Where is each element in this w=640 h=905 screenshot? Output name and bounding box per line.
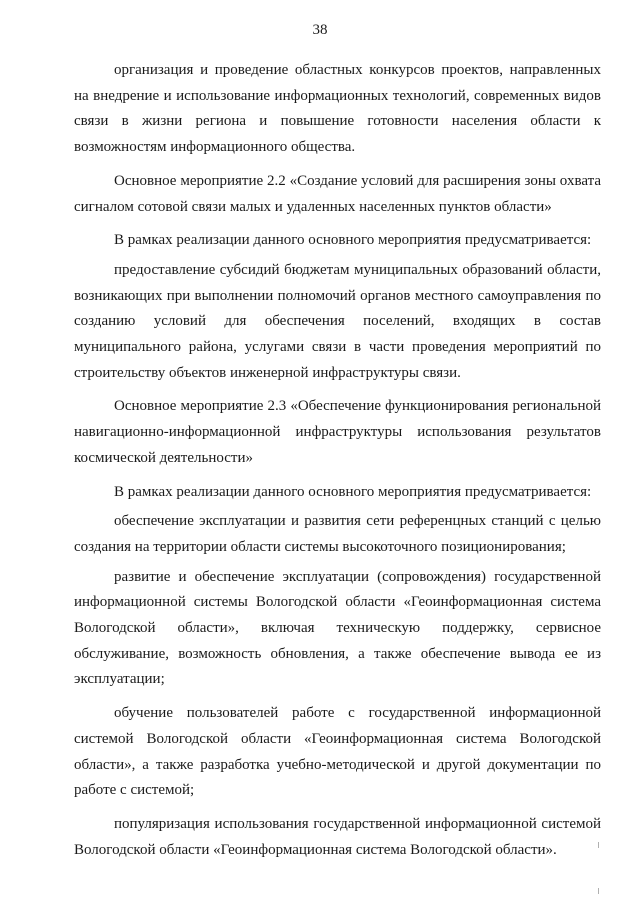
paragraph-activity-2-2-title: Основное мероприятие 2.2 «Создание условий для расширения зоны охвата сигналом сотовой связи малых и удаленных населенных пунктов области» xyxy=(74,172,601,215)
paragraph-provision-intro: В рамках реализации данного основного мероприятия предусматривается: xyxy=(114,232,592,249)
page-number: 38 xyxy=(312,22,328,38)
paragraph-competitions: организация и проведение областных конкурсов проектов, направленных на внедрение и использование информационных технологий, современных видов связи в жизни региона и повышение готовности населения области к возможностям информационного общества. xyxy=(74,62,601,156)
paragraph-gis-development: развитие и обеспечение эксплуатации (сопровождения) государственной информационной системы Вологодской области «Геоинформационная система Вологодской области», включая техническую поддержку, сервисное обслуживание, возможность обновления, а также обеспечение вывода ее из эксплуатации; xyxy=(74,568,601,688)
paragraph-popularization: популяризация использования государственной информационной системой Вологодской области «Геоинформационная система Вологодской области». xyxy=(74,815,601,858)
paragraph-provision-intro-2: В рамках реализации данного основного мероприятия предусматривается: xyxy=(114,483,592,500)
paragraph-reference-stations: обеспечение эксплуатации и развития сети референцных станций с целью создания на территории области системы высокоточного позиционирования; xyxy=(74,513,601,555)
paragraph-activity-2-3-title: Основное мероприятие 2.3 «Обеспечение функционирования региональной навигационно-информационной инфраструктуры использования результатов космической деятельности» xyxy=(74,398,601,466)
scan-artifact-mark xyxy=(598,842,599,848)
scan-artifact-mark xyxy=(598,888,599,894)
document-body xyxy=(74,58,601,867)
paragraph-subsidies: предоставление субсидий бюджетам муниципальных образований области, возникающих при выполнении полномочий органов местного самоуправления по созданию условий для обеспечения поселений, входящих в состав муниципального района, услугами связи в части проведения мероприятий по строительству объектов инженерной инфраструктуры связи. xyxy=(74,261,601,381)
paragraph-user-training: обучение пользователей работе с государственной информационной системой Вологодской области «Геоинформационная система Вологодской области», а также разработка учебно-методической и другой документации по работе с системой; xyxy=(74,705,601,799)
